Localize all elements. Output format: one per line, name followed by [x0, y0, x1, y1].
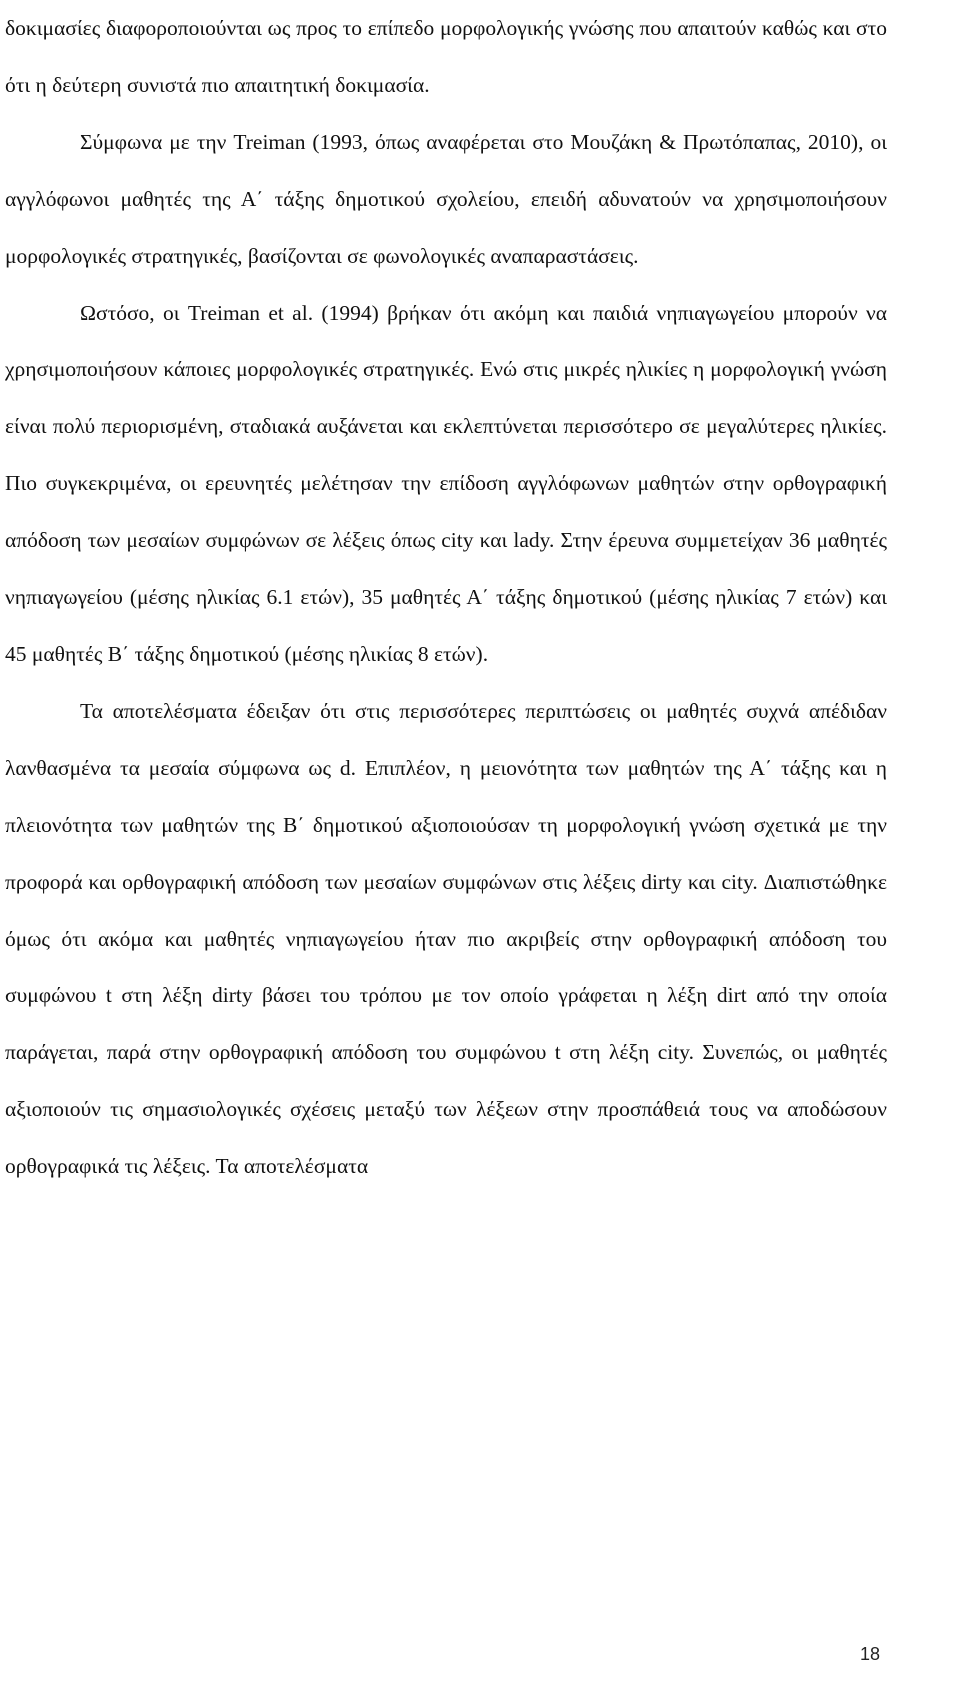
page-number: 18 [859, 1644, 880, 1664]
paragraph-3: Ωστόσο, οι Treiman et al. (1994) βρήκαν ότι ακόμη και παιδιά νηπιαγωγείου μπορούν να χρησιμοποιήσουν κάποιες μορφολογικές στρατηγικές. Ενώ στις μικρές ηλικίες η μορφολογική γνώση είναι πολύ περιορισμένη, σταδιακά αυξάνεται και εκλεπτύνεται περισσότερο σε μεγαλύτερες ηλικίες. Πιο συγκεκριμένα, οι ερευνητές μελέτησαν την επίδοση αγγλόφωνων μαθητών στην ορθογραφική απόδοση των μεσαίων συμφώνων σε λέξεις όπως city και lady. Στην έρευνα συμμετείχαν 36 μαθητές νηπιαγωγείου (μέσης ηλικίας 6.1 ετών), 35 μαθητές Α΄ τάξης δημοτικού (μέσης ηλικίας 7 ετών) και 45 μαθητές Β΄ τάξης δημοτικού (μέσης ηλικίας 8 ετών). [5, 300, 887, 666]
paragraph-4: Τα αποτελέσματα έδειξαν ότι στις περισσότερες περιπτώσεις οι μαθητές συχνά απέδιδαν λανθασμένα τα μεσαία σύμφωνα ως d. Επιπλέον, η μειονότητα των μαθητών της Α΄ τάξης και η πλειονότητα των μαθητών της Β΄ δημοτικού αξιοποιούσαν τη μορφολογική γνώση σχετικά με την προφορά και ορθογραφική απόδοση των μεσαίων συμφώνων στις λέξεις dirty και city. Διαπιστώθηκε όμως ότι ακόμα και μαθητές νηπιαγωγείου ήταν πιο ακριβείς στην ορθογραφική απόδοση του συμφώνου t στη λέξη dirty βάσει του τρόπου με τον οποίο γράφεται η λέξη dirt από την οποία παράγεται, παρά στην ορθογραφική απόδοση του συμφώνου t στη λέξη city. Συνεπώς, οι μαθητές αξιοποιούν τις σημασιολογικές σχέσεις μεταξύ των λέξεων στην προσπάθειά τους να αποδώσουν ορθογραφικά τις λέξεις. Τα αποτελέσματα [5, 698, 887, 1179]
paragraph-1: δοκιμασίες διαφοροποιούνται ως προς το επίπεδο μορφολογικής γνώσης που απαιτούν καθώς και στο ότι η δεύτερη συνιστά πιο απαιτητική δοκιμασία. [5, 16, 887, 97]
paragraph-2: Σύμφωνα με την Treiman (1993, όπως αναφέρεται στο Μουζάκη & Πρωτόπαπας, 2010), οι αγγλόφωνοι μαθητές της Α΄ τάξης δημοτικού σχολείου, επειδή αδυνατούν να χρησιμοποιήσουν μορφολογικές στρατηγικές, βασίζονται σε φωνολογικές αναπαραστάσεις. [5, 129, 887, 268]
document-page [5, 0, 887, 1195]
